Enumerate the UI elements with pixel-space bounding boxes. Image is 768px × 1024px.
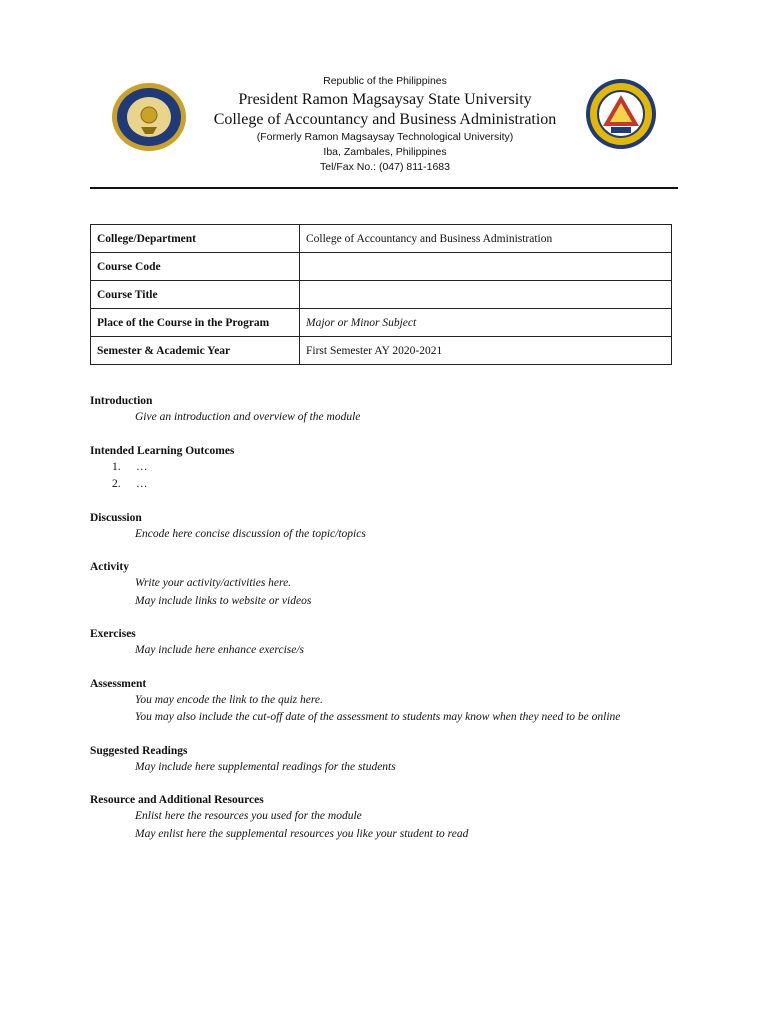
section-line: May include here supplemental readings for the students — [135, 760, 396, 773]
table-row — [91, 337, 672, 365]
row-value: Major or Minor Subject — [300, 309, 672, 337]
header-text — [190, 74, 580, 175]
row-value — [300, 253, 672, 281]
section-heading: Activity — [90, 561, 129, 573]
section-line: May enlist here the supplemental resources you like your student to read — [135, 827, 469, 840]
section-line: Enlist here the resources you used for the module — [135, 810, 362, 822]
row-label: Semester & Academic Year — [91, 337, 300, 365]
section-heading: Introduction — [90, 395, 153, 407]
section-heading: Exercises — [90, 628, 136, 640]
section-assessment — [90, 676, 690, 727]
ilo-list — [90, 459, 690, 494]
section-line: You may encode the link to the quiz here. — [135, 693, 323, 706]
section-resources — [90, 792, 690, 843]
section-line: Give an introduction and overview of the module — [135, 411, 361, 423]
section-introduction — [90, 393, 690, 427]
section-ilo — [90, 443, 690, 494]
list-item — [90, 459, 690, 477]
section-line: May include here enhance exercise/s — [135, 644, 305, 656]
document-header — [0, 0, 768, 190]
table-row — [91, 253, 672, 281]
row-label: Course Title — [91, 281, 300, 309]
university-seal-icon — [111, 82, 187, 152]
section-heading: Suggested Readings — [90, 744, 188, 757]
list-item — [90, 476, 690, 494]
header-divider — [90, 187, 678, 189]
table-row — [91, 225, 672, 253]
section-line: May include links to website or videos — [135, 594, 312, 607]
row-label: College/Department — [91, 225, 300, 253]
course-info-table — [90, 224, 672, 365]
section-line: You may also include the cut-off date of the assessment to students may know when they need to be online — [135, 711, 621, 723]
section-readings — [90, 743, 690, 777]
section-heading: Discussion — [90, 511, 142, 524]
list-number: 2. — [112, 478, 121, 490]
formerly-line: (Formerly Ramon Magsaysay Technological University) — [256, 131, 514, 143]
section-exercises — [90, 626, 690, 660]
section-activity — [90, 559, 690, 610]
list-text: … — [136, 478, 148, 490]
row-value — [300, 281, 672, 309]
republic-line: Republic of the Philippines — [323, 75, 447, 87]
list-text: … — [136, 460, 148, 473]
section-discussion — [90, 510, 690, 544]
college-name: College of Accountancy and Business Administration — [213, 111, 557, 128]
address-line: Iba, Zambales, Philippines — [323, 146, 447, 158]
row-label: Course Code — [91, 253, 300, 281]
module-sections — [90, 393, 690, 859]
university-name: President Ramon Magsaysay State University — [238, 91, 532, 108]
row-label: Place of the Course in the Program — [91, 309, 300, 337]
section-heading: Resource and Additional Resources — [90, 794, 264, 806]
table-row — [91, 281, 672, 309]
table-row — [91, 309, 672, 337]
section-heading: Assessment — [90, 677, 147, 690]
section-line: Write your activity/activities here. — [135, 577, 292, 589]
section-line: Encode here concise discussion of the topic/topics — [135, 527, 366, 540]
row-value: College of Accountancy and Business Administration — [300, 225, 672, 253]
row-value: First Semester AY 2020-2021 — [300, 337, 672, 365]
list-number: 1. — [112, 460, 121, 473]
tel-line: Tel/Fax No.: (047) 811-1683 — [320, 161, 450, 173]
college-seal-icon — [585, 78, 657, 150]
section-heading: Intended Learning Outcomes — [90, 444, 235, 457]
